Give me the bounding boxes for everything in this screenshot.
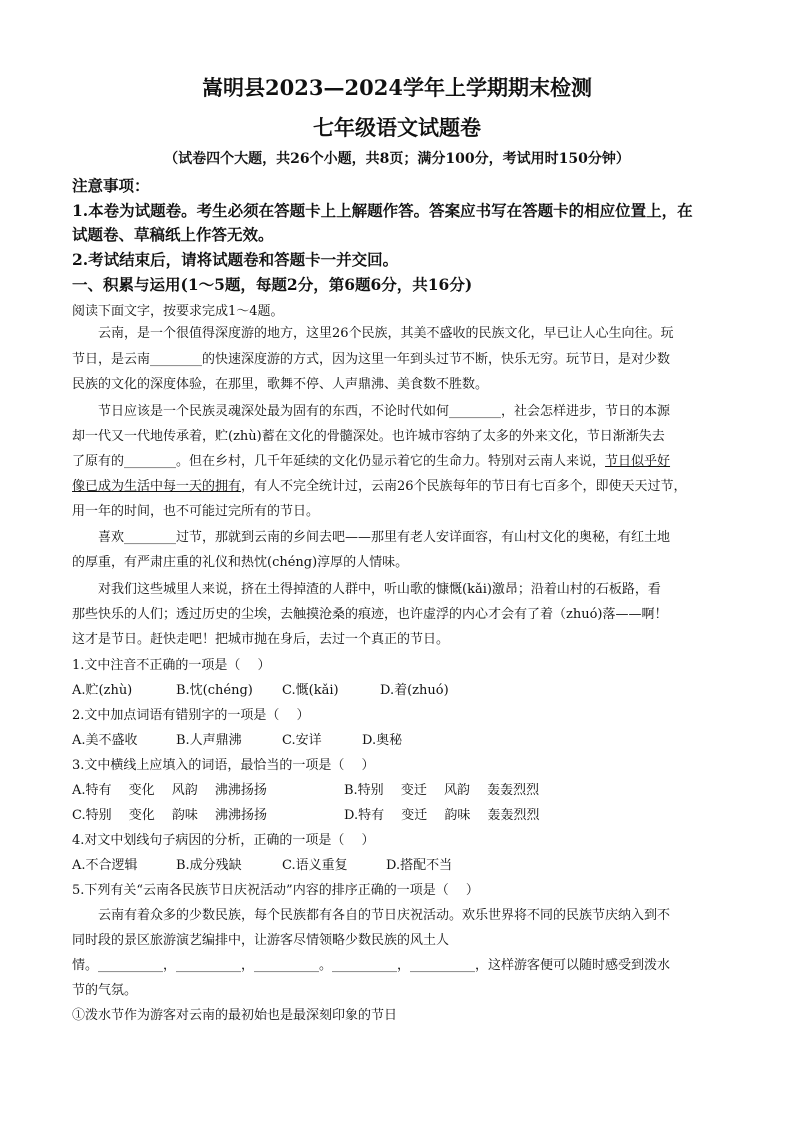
passage-p4-line1: 对我们这些城里人来说，挤在土得掉渣的人群中，听山歌的慷慨(kǎi)激昂；沿着山村的石板路，看 <box>98 582 661 597</box>
q1-option-a: A.贮(zhù) <box>72 683 133 698</box>
passage-q5-line2: 同时段的景区旅游演艺编排中，让游客尽情领略少数民族的风土人 <box>72 933 450 948</box>
passage-q5-line3: 情。__________，__________，__________。__________，__________，这样游客便可以随时感受到泼水 <box>72 958 671 973</box>
p2-line3-text: 了原有的________。但在乡村，几千年延续的文化仍显示着它的生命力。特别对云南人来说， <box>72 454 606 469</box>
question-3: 3.文中横线上应填入的词语，最恰当的一项是（ ） <box>72 758 375 773</box>
passage-p3-line1: 喜欢________过节，那就到云南的乡间去吧——那里有老人安详面容，有山村文化的奥秘，有红土地 <box>98 530 671 545</box>
sentence-1: ①泼水节作为游客对云南的最初始也是最深刻印象的节日 <box>72 1008 398 1023</box>
exam-info: （试卷四个大题，共26个小题，共8页；满分100分，考试用时150分钟） <box>164 151 630 167</box>
q3-option-c: C.特别 变化 韵味 沸沸扬扬 <box>72 808 268 823</box>
exam-title: 嵩明县2023—2024学年上学期期末检测 <box>202 75 592 100</box>
notice-title: 注意事项： <box>72 176 150 195</box>
passage-p3-line2: 的厚重，有严肃庄重的礼仪和热忱(chéng)淳厚的人情味。 <box>72 555 409 570</box>
section-1-heading: 一、积累与运用(1～5题，每题2分，第6题6分，共16分) <box>72 275 473 294</box>
question-2: 2.文中加点词语有错别字的一项是（ ） <box>72 708 310 723</box>
underlined-sentence-part1: 节日似乎好 <box>605 454 671 469</box>
passage-p1-line3: 民族的文化的深度体验，在那里，歌舞不停、人声鼎沸、美食数不胜数。 <box>72 377 489 392</box>
q3-option-a: A.特有 变化 风韵 沸沸扬扬 <box>72 783 267 798</box>
q1-option-d: D.着(zhuó) <box>380 683 449 698</box>
notice-1a: 1.本卷为试题卷。考生必须在答题卡上上解题作答。答案应书写在答题卡的相应位置上，在 <box>72 201 693 220</box>
passage-p2-line1: 节日应该是一个民族灵魂深处最为固有的东西，不论时代如何________，社会怎样进步，节日的本源 <box>98 404 671 419</box>
q1-option-b: B.忱(chéng) <box>176 683 253 698</box>
underlined-sentence-part2: 像已成为生活中每一天的拥有 <box>72 479 242 494</box>
notice-1b: 试题卷、草稿纸上作答无效。 <box>72 225 274 244</box>
q1-option-c: C.慨(kǎi) <box>282 683 339 698</box>
passage-p1-line1: 云南，是一个很值得深度游的地方，这里26个民族，其美不盛收的民族文化，早已让人心生向往。玩 <box>98 326 674 341</box>
q2-option-a: A.美不盛收 <box>72 733 138 748</box>
passage-p2-line3 <box>72 450 732 469</box>
q4-option-a: A.不合逻辑 <box>72 858 138 873</box>
instruction: 阅读下面文字，按要求完成1～4题。 <box>72 304 284 319</box>
question-4: 4.对文中划线句子病因的分析，正确的一项是（ ） <box>72 833 375 848</box>
passage-q5-line4: 节的气氛。 <box>72 983 138 998</box>
passage-p2-line5: 用一年的时间，也不可能过完所有的节日。 <box>72 504 320 519</box>
passage-p2-line4 <box>72 475 732 494</box>
q2-option-b: B.人声鼎沸 <box>176 733 242 748</box>
q4-option-b: B.成分残缺 <box>176 858 242 873</box>
notice-2: 2.考试结束后，请将试题卷和答题卡一并交回。 <box>72 250 399 269</box>
p2-line4-text: ，有人不完全统计过，云南26个民族每年的节日有七百多个，即使天天过节， <box>241 479 687 494</box>
q3-option-d: D.特有 变迁 韵味 轰轰烈烈 <box>344 808 540 823</box>
question-5: 5.下列有关“云南各民族节日庆祝活动”内容的排序正确的一项是（ ） <box>72 883 479 898</box>
q3-option-b: B.特别 变迁 风韵 轰轰烈烈 <box>344 783 540 798</box>
q4-option-d: D.搭配不当 <box>386 858 453 873</box>
passage-p1-line2: 节日，是云南________的快速深度游的方式，因为这里一年到头过节不断，快乐无穷。玩节日，是对少数 <box>72 352 671 367</box>
passage-p2-line2: 却一代又一代地传承着，贮(zhù)蓄在文化的骨髓深处。也许城市容纳了太多的外来文化，节日渐渐失去 <box>72 429 665 444</box>
passage-q5-line1: 云南有着众多的少数民族，每个民族都有各自的节日庆祝活动。欢乐世界将不同的民族节庆纳入到不 <box>98 908 671 923</box>
q4-option-c: C.语义重复 <box>282 858 348 873</box>
question-1: 1.文中注音不正确的一项是（ ） <box>72 658 271 673</box>
q2-option-c: C.安详 <box>282 733 322 748</box>
passage-p4-line3: 这才是节日。赶快走吧！把城市抛在身后，去过一个真正的节日。 <box>72 632 450 647</box>
exam-subtitle: 七年级语文试题卷 <box>313 115 481 140</box>
passage-p4-line2: 那些快乐的人们；透过历史的尘埃，去触摸沧桑的痕迹，也许虚浮的内心才会有了着（zhuó)落——啊！ <box>72 607 668 622</box>
q2-option-d: D.奥秘 <box>362 733 403 748</box>
